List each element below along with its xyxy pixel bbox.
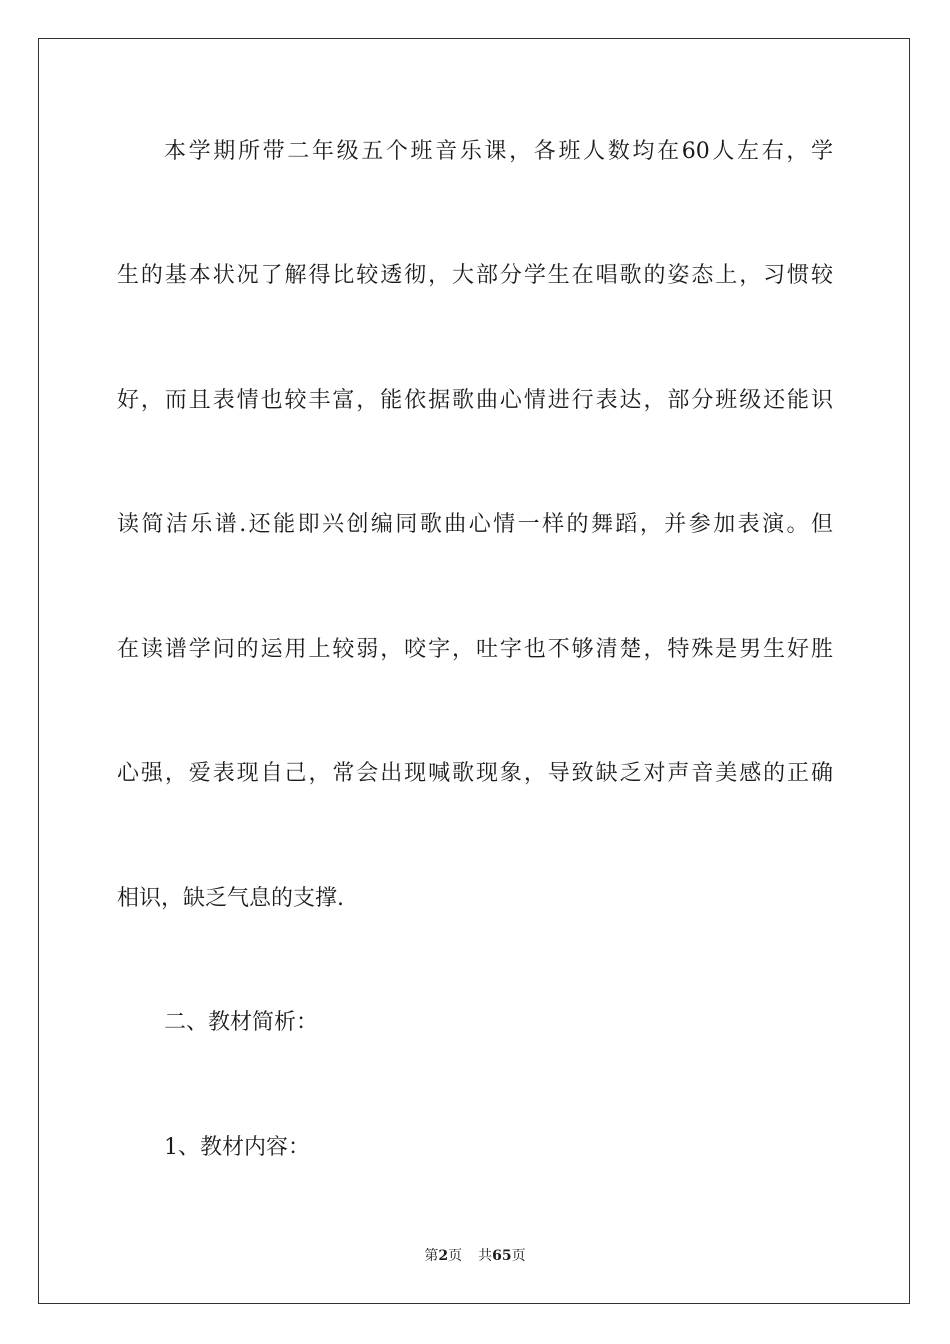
page-border — [38, 38, 910, 1304]
paragraph-line-1: 本学期所带二年级五个班音乐课，各班人数均在60人左右，学 — [164, 139, 833, 164]
subsection-heading: 1、教材内容： — [164, 1135, 310, 1160]
total-pages: 65 — [492, 1248, 512, 1264]
page-suffix: 页 — [448, 1248, 463, 1264]
paragraph-line-5: 在读谱学问的运用上较弱，咬字，吐字也不够清楚，特殊是男生好胜 — [117, 637, 833, 662]
total-suffix: 页 — [511, 1248, 526, 1264]
paragraph-line-7: 相识，缺乏气息的支撑. — [117, 886, 344, 911]
section-heading: 二、教材简析： — [164, 1010, 319, 1035]
paragraph-line-4: 读简洁乐谱.还能即兴创编同歌曲心情一样的舞蹈，并参加表演。但 — [117, 512, 833, 537]
paragraph-line-6: 心强，爱表现自己，常会出现喊歌现象，导致缺乏对声音美感的正确 — [117, 761, 833, 786]
page-prefix: 第 — [424, 1248, 439, 1264]
paragraph-line-2: 生的基本状况了解得比较透彻，大部分学生在唱歌的姿态上，习惯较 — [117, 263, 833, 288]
total-prefix: 共 — [478, 1248, 493, 1264]
page-footer — [0, 1246, 950, 1266]
page-number: 2 — [438, 1248, 449, 1264]
paragraph-line-3: 好，而且表情也较丰富，能依据歌曲心情进行表达，部分班级还能识 — [117, 388, 833, 413]
